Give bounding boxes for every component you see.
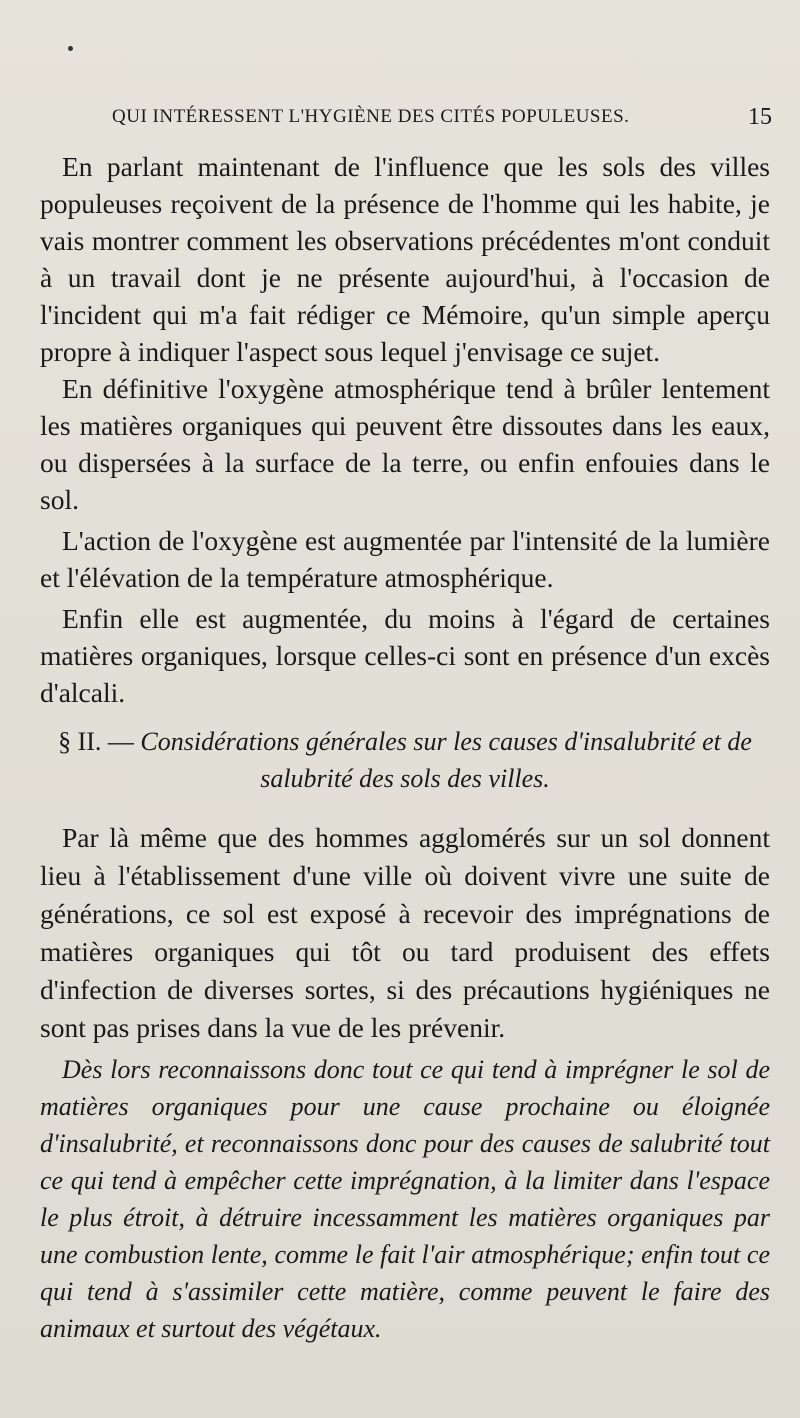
italic-paragraph: Dès lors reconnaissons donc tout ce qui tend à imprégner le sol de matières organiques pour une cause prochaine ou éloignée d'insalubrité, et reconnaissons donc pour des causes de salubrité tout ce qui tend à empêcher cette imprégnation, à la limiter dans l'espace le plus étroit, à détruire incessamment les matières organiques par une combustion lente, comme le fait l'air atmosphérique; enfin tout ce qui tend à s'assimiler cette matière, comme peuvent le faire des animaux et surtout des végétaux. xyxy=(40,1055,770,1343)
section-number: § II. — xyxy=(58,727,134,756)
page-header xyxy=(112,104,772,134)
section-heading xyxy=(40,723,770,797)
paragraph: Par là même que des hommes agglomérés sur un sol donnent lieu à l'établissement d'une ville où doivent vivre une suite de générations, ce sol est exposé à recevoir des imprégnations de matières organiques qui tôt ou tard produisent des effets d'infection de diverses sortes, si des précautions hygiéniques ne sont pas prises dans la vue de les prévenir. xyxy=(40,822,770,1043)
paragraph: Enfin elle est augmentée, du moins à l'égard de certaines matières organiques, lorsque celles-ci sont en présence d'un excès d'alcali. xyxy=(40,603,770,708)
body-text xyxy=(40,148,770,1347)
ink-speck xyxy=(68,46,73,51)
paragraph: En parlant maintenant de l'influence que les sols des villes populeuses reçoivent de la présence de l'homme qui les habite, je vais montrer comment les observations précédentes m'ont conduit à un travail dont je ne présente aujourd'hui, à l'occasion de l'incident qui m'a fait rédiger ce Mémoire, qu'un simple aperçu propre à indiquer l'aspect sous lequel j'envisage ce sujet. xyxy=(40,151,770,367)
page-number: 15 xyxy=(748,104,772,130)
paragraph: L'action de l'oxygène est augmentée par l'intensité de la lumière et l'élévation de la température atmosphérique. xyxy=(40,525,770,593)
paragraph: En définitive l'oxygène atmosphérique tend à brûler lentement les matières organiques qui peuvent être dissoutes dans les eaux, ou dispersées à la surface de la terre, ou enfin enfouies dans le sol. xyxy=(40,373,770,515)
running-head: QUI INTÉRESSENT L'HYGIÈNE DES CITÉS POPULEUSES. xyxy=(112,106,630,127)
section-title: Considérations générales sur les causes d'insalubrité et de salubrité des sols des villes. xyxy=(140,727,752,793)
